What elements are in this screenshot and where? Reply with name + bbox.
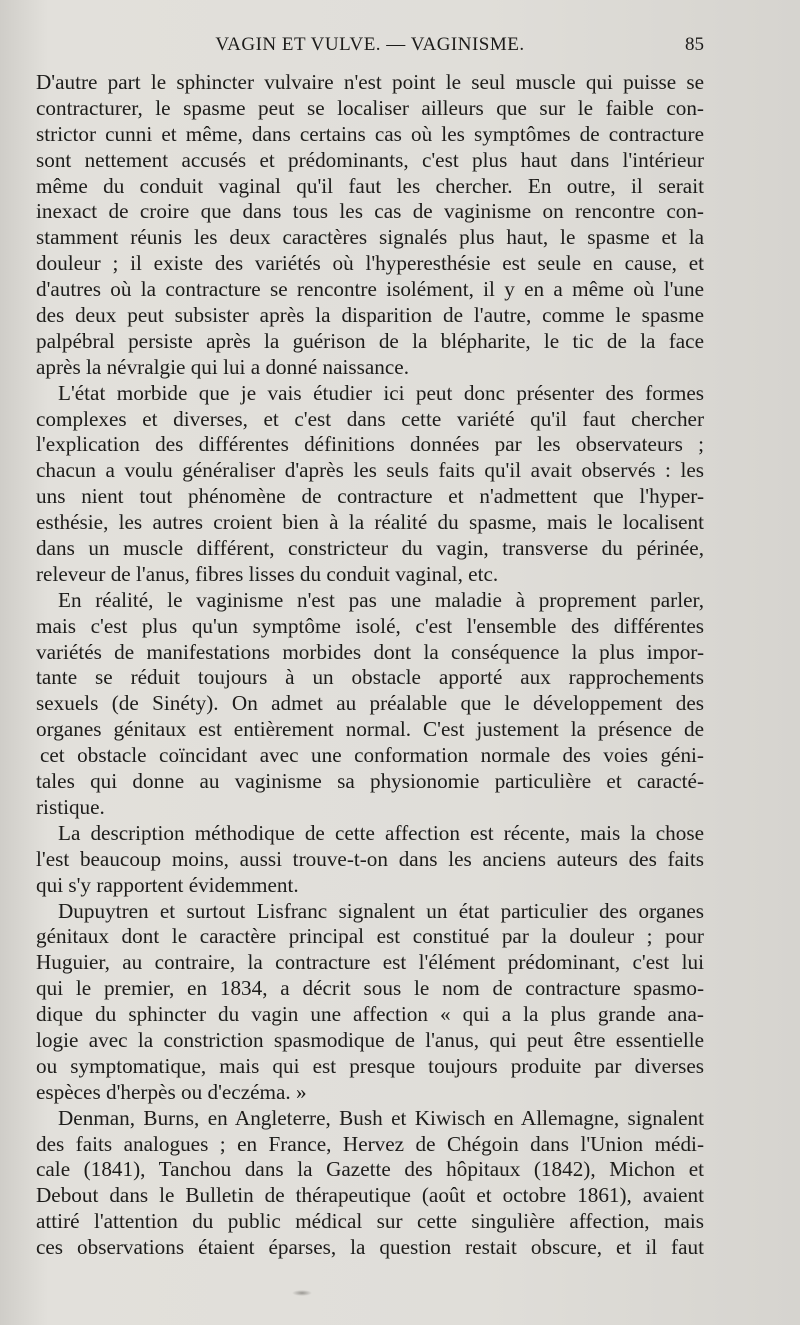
text-line: strictor cunni et même, dans certains cas où les symptômes de contracture — [36, 121, 704, 146]
text-line: cale (1841), Tanchou dans la Gazette des hôpitaux (1842), Michon et — [36, 1157, 704, 1182]
paragraph — [36, 899, 704, 1106]
text-line: variétés de manifestations morbides dont la conséquence la plus impor- — [36, 639, 704, 664]
paragraph — [36, 821, 704, 899]
text-line: des deux peut subsister après la disparition de l'autre, comme le spasme — [36, 303, 704, 328]
paragraph — [36, 70, 704, 381]
text-line: D'autre part le sphincter vulvaire n'est point le seul muscle qui puisse se — [36, 70, 704, 94]
text-line: logie avec la constriction spasmodique de l'anus, qui peut être essentielle — [36, 1027, 704, 1052]
text-line: dans un muscle différent, constricteur du vagin, transverse du périnée, — [36, 536, 704, 561]
paragraph — [36, 588, 704, 821]
text-line: Huguier, au contraire, la contracture est l'élément prédominant, c'est lui — [36, 950, 704, 975]
text-line: L'état morbide que je vais étudier ici peut donc présenter des formes — [58, 380, 704, 405]
text-line: attiré l'attention du public médical sur cette singulière affection, mais — [36, 1209, 704, 1234]
text-line: qui le premier, en 1834, a décrit sous le nom de contracture spasmo- — [36, 976, 704, 1001]
text-line: génitaux dont le caractère principal est constitué par la douleur ; pour — [36, 924, 704, 949]
ink-smudge — [292, 1290, 312, 1296]
text-line: même du conduit vaginal qu'il faut les chercher. En outre, il serait — [36, 173, 704, 198]
text-line: l'explication des différentes définitions données par les observateurs ; — [36, 432, 704, 457]
text-line: sexuels (de Sinéty). On admet au préalable que le développement des — [36, 691, 704, 716]
text-line: douleur ; il existe des variétés où l'hyperesthésie est seule en cause, et — [36, 251, 704, 276]
text-line: chacun a voulu généraliser d'après les seuls faits qu'il avait observés : les — [36, 458, 704, 483]
text-line: Dupuytren et surtout Lisfranc signalent un état particulier des organes — [58, 898, 704, 923]
text-line: mais c'est plus qu'un symptôme isolé, c'est l'ensemble des différentes — [36, 613, 704, 638]
text-line: contracturer, le spasme peut se localiser ailleurs que sur le faible con- — [36, 95, 704, 120]
text-line: après la névralgie qui lui a donné naissance. — [36, 354, 409, 379]
text-line: qui s'y rapportent évidemment. — [36, 872, 299, 897]
paragraph — [36, 1106, 704, 1261]
text-line: l'est beaucoup moins, aussi trouve-t-on dans les anciens auteurs des faits — [36, 846, 704, 871]
text-line: dique du sphincter du vagin une affection « qui a la plus grande ana- — [36, 1002, 704, 1027]
text-line: La description méthodique de cette affection est récente, mais la chose — [58, 820, 704, 845]
running-head-title: VAGIN ET VULVE. — VAGINISME. — [215, 34, 525, 55]
text-line: espèces d'herpès ou d'eczéma. » — [36, 1079, 307, 1104]
text-line: En réalité, le vaginisme n'est pas une maladie à proprement parler, — [58, 587, 704, 612]
page-number: 85 — [685, 34, 704, 55]
text-line: sont nettement accusés et prédominants, c'est plus haut dans l'intérieur — [36, 147, 704, 172]
text-line: ou symptomatique, mais qui est presque toujours produite par diverses — [36, 1053, 704, 1078]
text-line: ristique. — [36, 794, 105, 819]
text-line: Debout dans le Bulletin de thérapeutique (août et octobre 1861), avaient — [36, 1183, 704, 1208]
text-line: d'autres où la contracture se rencontre isolément, il y en a même où l'une — [36, 277, 704, 302]
text-line: palpébral persiste après la guérison de la blépharite, le tic de la face — [36, 328, 704, 353]
running-head — [36, 34, 704, 60]
text-line: esthésie, les autres croient bien à la réalité du spasme, mais le localisent — [36, 510, 704, 535]
text-line: inexact de croire que dans tous les cas de vaginisme on rencontre con- — [36, 199, 704, 224]
text-line: complexes et diverses, et c'est dans cette variété qu'il faut chercher — [36, 406, 704, 431]
body-text — [36, 70, 704, 1261]
text-line: organes génitaux est entièrement normal. C'est justement la présence de — [36, 717, 704, 742]
text-line: tales qui donne au vaginisme sa physionomie particulière et caracté- — [36, 769, 704, 794]
text-line: releveur de l'anus, fibres lisses du conduit vaginal, etc. — [36, 561, 499, 586]
text-line: cet obstacle coïncidant avec une conformation normale des voies géni- — [40, 743, 704, 768]
text-line: ces observations étaient éparses, la question restait obscure, et il faut — [36, 1235, 704, 1260]
text-line: tante se réduit toujours à un obstacle apporté aux rapprochements — [36, 665, 704, 690]
text-line: uns nient tout phénomène de contracture et n'admettent que l'hyper- — [36, 484, 704, 509]
text-line: Denman, Burns, en Angleterre, Bush et Kiwisch en Allemagne, signalent — [58, 1105, 704, 1130]
text-line: des faits analogues ; en France, Hervez de Chégoin dans l'Union médi- — [36, 1131, 704, 1156]
paragraph — [36, 381, 704, 588]
text-line: stamment réunis les deux caractères signalés plus haut, le spasme et la — [36, 225, 704, 250]
